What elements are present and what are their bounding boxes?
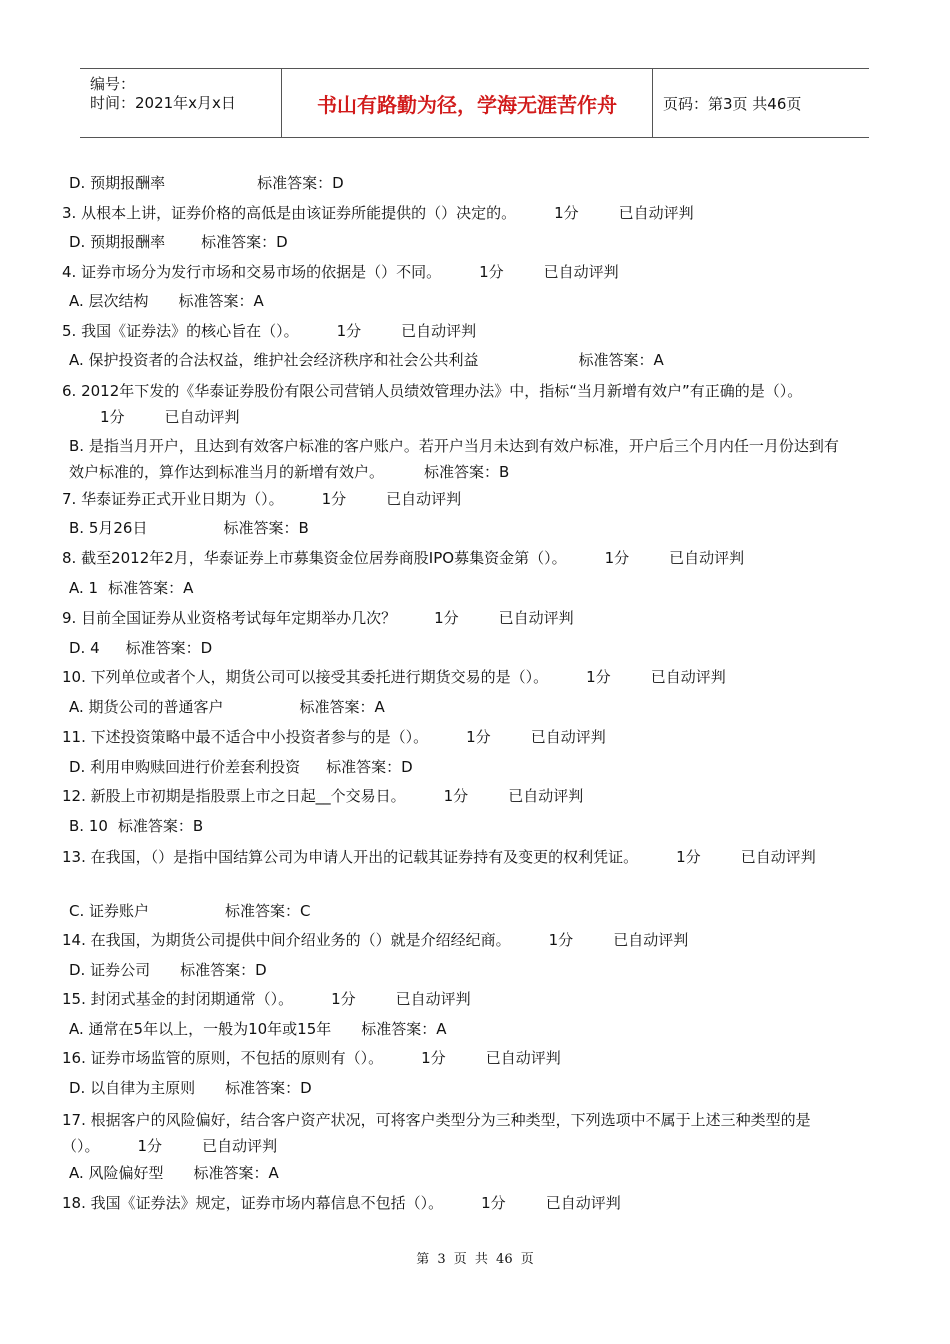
score-label: 1分 [479, 263, 504, 281]
question-line [62, 320, 476, 342]
question-text: 11. 下述投资策略中最不适合中小投资者参与的是（）。 [62, 728, 429, 746]
answer-line [69, 517, 309, 539]
question-line [62, 929, 688, 951]
answer-text: A. 风险偏好型 [69, 1164, 164, 1182]
header-info-cell [80, 69, 282, 137]
question-line [62, 378, 837, 430]
question-text: 6. 2012年下发的《华泰证券股份有限公司营销人员绩效管理办法》中，指标“当月新增有效户”有正确的是（）。 [62, 382, 803, 400]
grading-status: 已自动评判 [386, 490, 462, 508]
question-text: 18. 我国《证券法》规定，证券市场内幕信息不包括（）。 [62, 1194, 444, 1212]
question-line [62, 488, 461, 510]
question-text: 10. 下列单位或者个人，期货公司可以接受其委托进行期货交易的是（）。 [62, 668, 549, 686]
score-label: 1分 [321, 490, 347, 508]
question-text: 17. 根据客户的风险偏好，结合客户资产状况，可将客户类型分为三种类型，下列选项中不属于上述三种类型的是（）。 [62, 1111, 811, 1155]
question-line [62, 785, 583, 807]
grading-status: 已自动评判 [545, 1194, 621, 1212]
answer-text: D. 利用申购赎回进行价差套利投资 [69, 758, 301, 776]
standard-answer: 标准答案：A [578, 351, 664, 369]
grading-status: 已自动评判 [543, 263, 619, 281]
score-label: 1分 [421, 1049, 446, 1067]
standard-answer: 标准答案：A [178, 292, 264, 310]
question-line [62, 666, 726, 688]
question-text: 9. 目前全国证券从业资格考试每年定期举办几次？ [62, 609, 397, 627]
answer-text: D. 预期报酬率 [69, 174, 166, 192]
score-label: 1分 [554, 204, 579, 222]
question-text: 4. 证券市场分为发行市场和交易市场的依据是（）不同。 [62, 263, 442, 281]
page-number-label: 页码：第3页 共46页 [663, 95, 802, 113]
question-text: 14. 在我国，为期货公司提供中间介绍业务的（）就是介绍经纪商。 [62, 931, 511, 949]
answer-line [69, 433, 844, 485]
standard-answer: 标准答案：A [108, 579, 194, 597]
score-label: 1分 [336, 322, 362, 340]
answer-line [69, 637, 212, 659]
answer-text: D. 预期报酬率 [69, 233, 166, 251]
question-line [62, 1107, 837, 1159]
time-label: 时间：2021年x月x日 [90, 94, 236, 112]
standard-answer: 标准答案：B [223, 519, 309, 537]
question-line [62, 547, 744, 569]
answer-text: B. 是指当月开户，且达到有效客户标准的客户账户。若开户当月未达到有效户标准，开户后三个月内任一月份达到有效户标准的，算作达到标准当月的新增有效户。 [69, 437, 839, 481]
score-label: 1分 [100, 408, 125, 426]
standard-answer: 标准答案：C [225, 902, 311, 920]
answer-text: C. 证券账户 [69, 902, 150, 920]
answer-line [69, 696, 385, 718]
question-text: 16. 证券市场监管的原则，不包括的原则有（）。 [62, 1049, 384, 1067]
question-line [62, 1047, 561, 1069]
standard-answer: 标准答案：A [299, 698, 385, 716]
question-line [62, 261, 619, 283]
header-motto-cell [282, 69, 653, 137]
grading-status: 已自动评判 [395, 990, 471, 1008]
motto-text: 书山有路勤为径，学海无涯苦作舟 [317, 93, 617, 117]
grading-status: 已自动评判 [485, 1049, 561, 1067]
grading-status: 已自动评判 [164, 408, 240, 426]
question-text: 8. 截至2012年2月，华泰证券上市募集资金位居券商股IPO募集资金第（）。 [62, 549, 567, 567]
answer-text: A. 期货公司的普通客户 [69, 698, 224, 716]
answer-text: A. 保护投资者的合法权益，维护社会经济秩序和社会公共利益 [69, 351, 479, 369]
grading-status: 已自动评判 [740, 848, 816, 866]
answer-text: A. 通常在5年以上，一般为10年或15年 [69, 1020, 332, 1038]
standard-answer: 标准答案：D [257, 174, 344, 192]
score-label: 1分 [604, 549, 630, 567]
answer-line [69, 900, 311, 922]
question-line [62, 988, 471, 1010]
standard-answer: 标准答案：B [424, 463, 510, 481]
answer-line [69, 290, 264, 312]
answer-line [69, 1162, 279, 1184]
header-page-cell [653, 69, 869, 137]
answer-text: D. 4 [69, 639, 100, 657]
score-label: 1分 [586, 668, 611, 686]
answer-line [69, 815, 203, 837]
question-line [62, 1192, 621, 1214]
page-header [80, 68, 869, 138]
answer-line [69, 172, 344, 194]
answer-line [69, 1018, 447, 1040]
standard-answer: 标准答案：A [193, 1164, 279, 1182]
grading-status: 已自动评判 [202, 1137, 278, 1155]
page-footer: 第 3 页 共 46 页 [416, 1252, 534, 1267]
question-line [62, 607, 574, 629]
standard-answer: 标准答案：D [326, 758, 413, 776]
answer-text: D. 以自律为主原则 [69, 1079, 196, 1097]
number-label: 编号： [90, 75, 136, 93]
grading-status: 已自动评判 [650, 668, 726, 686]
question-text: 3. 从根本上讲，证券价格的高低是由该证券所能提供的（）决定的。 [62, 204, 517, 222]
question-line [62, 202, 694, 224]
standard-answer: 标准答案：D [125, 639, 213, 657]
answer-line [69, 1077, 312, 1099]
grading-status: 已自动评判 [498, 609, 574, 627]
score-label: 1分 [137, 1137, 163, 1155]
question-text: 12. 新股上市初期是指股票上市之日起__个交易日。 [62, 787, 406, 805]
question-text: 15. 封闭式基金的封闭期通常（）。 [62, 990, 294, 1008]
standard-answer: 标准答案：D [180, 961, 267, 979]
grading-status: 已自动评判 [613, 931, 689, 949]
score-label: 1分 [466, 728, 491, 746]
grading-status: 已自动评判 [401, 322, 477, 340]
question-text: 5. 我国《证券法》的核心旨在（）。 [62, 322, 299, 340]
standard-answer: 标准答案：B [117, 817, 204, 835]
answer-text: A. 层次结构 [69, 292, 149, 310]
answer-line [69, 231, 288, 253]
score-label: 1分 [443, 787, 469, 805]
grading-status: 已自动评判 [618, 204, 694, 222]
grading-status: 已自动评判 [669, 549, 745, 567]
answer-line [69, 349, 664, 371]
question-text: 13. 在我国，（）是指中国结算公司为申请人开出的记载其证券持有及变更的权利凭证。 [62, 848, 639, 866]
score-label: 1分 [548, 931, 574, 949]
standard-answer: 标准答案：D [201, 233, 288, 251]
score-label: 1分 [331, 990, 356, 1008]
standard-answer: 标准答案：D [225, 1079, 312, 1097]
answer-line [69, 577, 193, 599]
score-label: 1分 [434, 609, 459, 627]
answer-line [69, 756, 413, 778]
answer-line [69, 959, 267, 981]
grading-status: 已自动评判 [530, 728, 606, 746]
score-label: 1分 [676, 848, 701, 866]
standard-answer: 标准答案：A [361, 1020, 447, 1038]
answer-text: D. 证券公司 [69, 961, 151, 979]
question-line [62, 726, 606, 748]
answer-text: B. 10 [69, 817, 108, 835]
answer-text: B. 5月26日 [69, 519, 148, 537]
score-label: 1分 [481, 1194, 506, 1212]
answer-text: A. 1 [69, 579, 99, 597]
question-text: 7. 华泰证券正式开业日期为（）。 [62, 490, 284, 508]
question-line [62, 844, 837, 870]
grading-status: 已自动评判 [508, 787, 584, 805]
